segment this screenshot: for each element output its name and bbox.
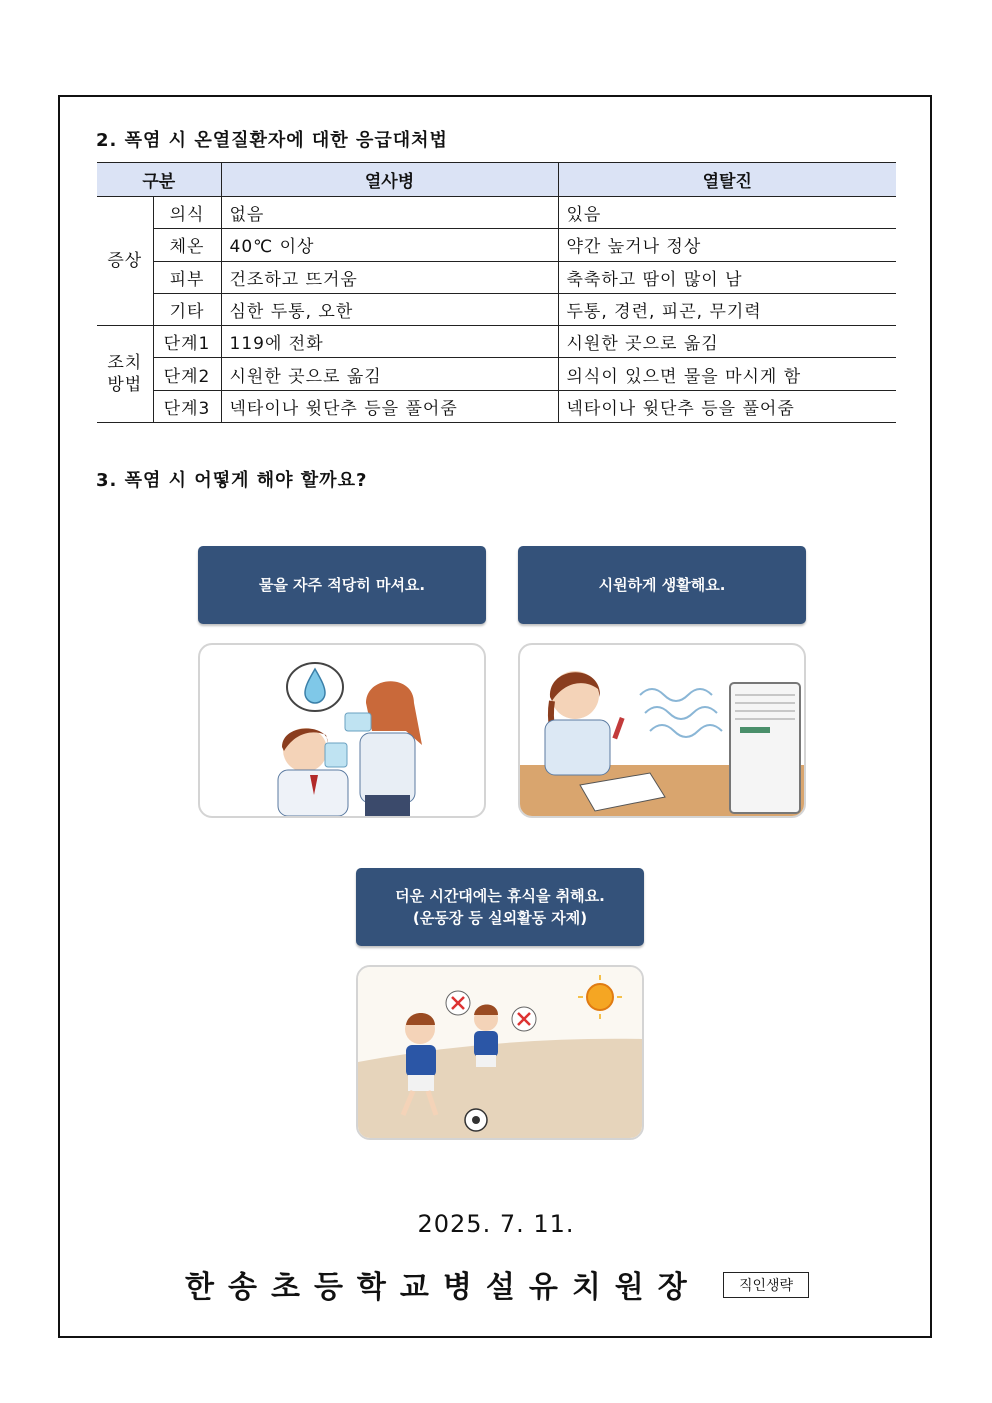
table-row xyxy=(97,261,896,293)
row-label: 기타 xyxy=(153,293,221,325)
tip-text: 시원하게 생활해요. xyxy=(598,576,726,594)
section3-title: 3. 폭염 시 어떻게 해야 할까요? xyxy=(96,470,368,491)
group-actions-line2: 방법 xyxy=(107,375,143,396)
drinking-water-illustration xyxy=(198,643,486,818)
exhaustion-cell: 의식이 있으면 물을 마시게 함 xyxy=(558,358,896,390)
table-row xyxy=(97,197,896,229)
document-date: 2025. 7. 11. xyxy=(417,1210,575,1238)
tip-banner-stay-cool xyxy=(518,546,806,624)
signer-name: 한송초등학교병설유치원장 xyxy=(185,1270,701,1305)
first-aid-table xyxy=(97,162,896,423)
header-exhaustion: 열탈진 xyxy=(558,163,896,197)
heatstroke-cell: 119에 전화 xyxy=(221,326,558,358)
group-symptoms: 증상 xyxy=(97,197,153,326)
exhaustion-cell: 있음 xyxy=(558,197,896,229)
exhaustion-cell: 축축하고 땀이 많이 남 xyxy=(558,261,896,293)
row-label: 의식 xyxy=(153,197,221,229)
table-row xyxy=(97,229,896,261)
row-label: 체온 xyxy=(153,229,221,261)
tip-text: 물을 자주 적당히 마셔요. xyxy=(258,576,426,594)
heatstroke-cell: 40℃ 이상 xyxy=(221,229,558,261)
exhaustion-cell: 넥타이나 윗단추 등을 풀어줌 xyxy=(558,390,896,422)
table-row xyxy=(97,326,896,358)
heatstroke-cell: 건조하고 뜨거움 xyxy=(221,261,558,293)
section2-title: 2. 폭염 시 온열질환자에 대한 응급대처법 xyxy=(96,130,448,151)
exhaustion-cell: 두통, 경련, 피곤, 무기력 xyxy=(558,293,896,325)
heatstroke-cell: 심한 두통, 오한 xyxy=(221,293,558,325)
row-label: 단계2 xyxy=(153,358,221,390)
air-conditioner-illustration xyxy=(518,643,806,818)
tip-banner-drink-water xyxy=(198,546,486,624)
table-header-row xyxy=(97,163,896,197)
tip-text: 더운 시간대에는 휴식을 취해요. xyxy=(395,887,605,905)
group-actions xyxy=(97,326,153,423)
table-row xyxy=(97,293,896,325)
table-row xyxy=(97,390,896,422)
heatstroke-cell: 넥타이나 윗단추 등을 풀어줌 xyxy=(221,390,558,422)
outdoor-heat-illustration xyxy=(356,965,644,1140)
exhaustion-cell: 시원한 곳으로 옮김 xyxy=(558,326,896,358)
heatstroke-cell: 없음 xyxy=(221,197,558,229)
tip-text-sub: (운동장 등 실외활동 자제) xyxy=(412,909,588,927)
seal-omitted-box: 직인생략 xyxy=(723,1272,809,1298)
tip-banner-rest xyxy=(356,868,644,946)
header-heatstroke: 열사병 xyxy=(221,163,558,197)
table-row xyxy=(97,358,896,390)
row-label: 단계1 xyxy=(153,326,221,358)
exhaustion-cell: 약간 높거나 정상 xyxy=(558,229,896,261)
heatstroke-cell: 시원한 곳으로 옮김 xyxy=(221,358,558,390)
row-label: 피부 xyxy=(153,261,221,293)
group-actions-line1: 조치 xyxy=(107,353,143,374)
header-category: 구분 xyxy=(97,163,221,197)
row-label: 단계3 xyxy=(153,390,221,422)
